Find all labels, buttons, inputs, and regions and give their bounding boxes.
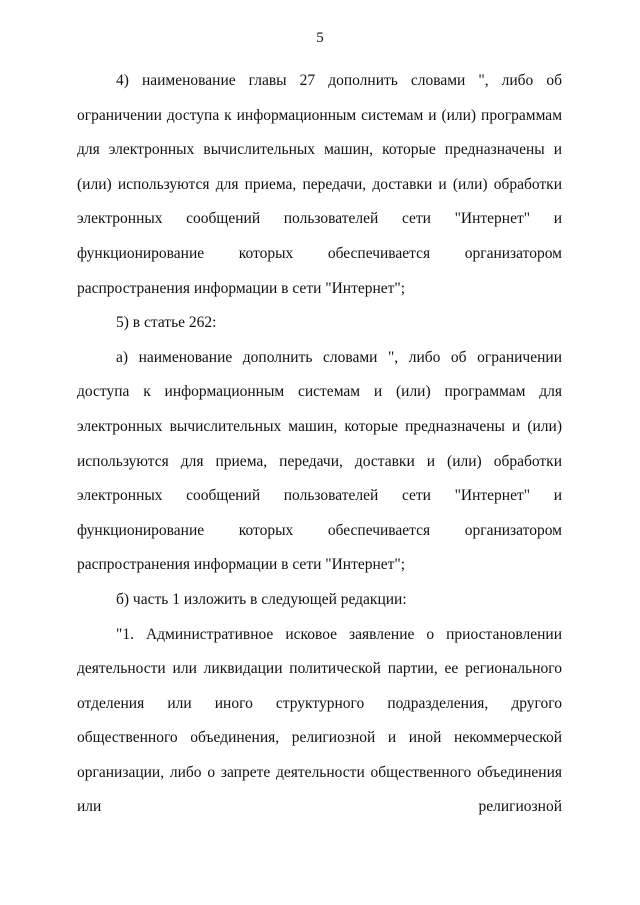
paragraph-item-5b: б) часть 1 изложить в следующей редакции:: [116, 590, 407, 608]
paragraph-item-4: 4) наименование главы 27 дополнить словами ", либо об ограничении доступа к информационным системам и (или) программам для электронных вычислительных машин, которые предназначены и (или) используются для приема, передачи, доставки и (или) обработки электронных сообщений пользователей сети "Интернет" и функционирование которых обеспечивается организатором распространения информации в сети "Интернет";: [77, 72, 562, 297]
document-body: [77, 64, 562, 825]
page-number: 5: [316, 30, 324, 46]
paragraph-item-5: 5) в статье 262:: [116, 314, 217, 332]
paragraph-item-5a: а) наименование дополнить словами ", либо об ограничении доступа к информационным системам и (или) программам для электронных вычислительных машин, которые предназначены и (или) используются для приема, передачи, доставки и (или) обработки электронных сообщений пользователей сети "Интернет" и функционирование которых обеспечивается организатором распространения информации в сети "Интернет";: [77, 348, 562, 574]
paragraph-quoted-part-1: "1. Административное исковое заявление о приостановлении деятельности или ликвидации политической партии, ее регионального отделения или иного структурного подразделения, другого общественного объединения, религиозной и иной некоммерческой организации, либо о запрете деятельности общественного объединения или религиозной: [77, 625, 562, 816]
